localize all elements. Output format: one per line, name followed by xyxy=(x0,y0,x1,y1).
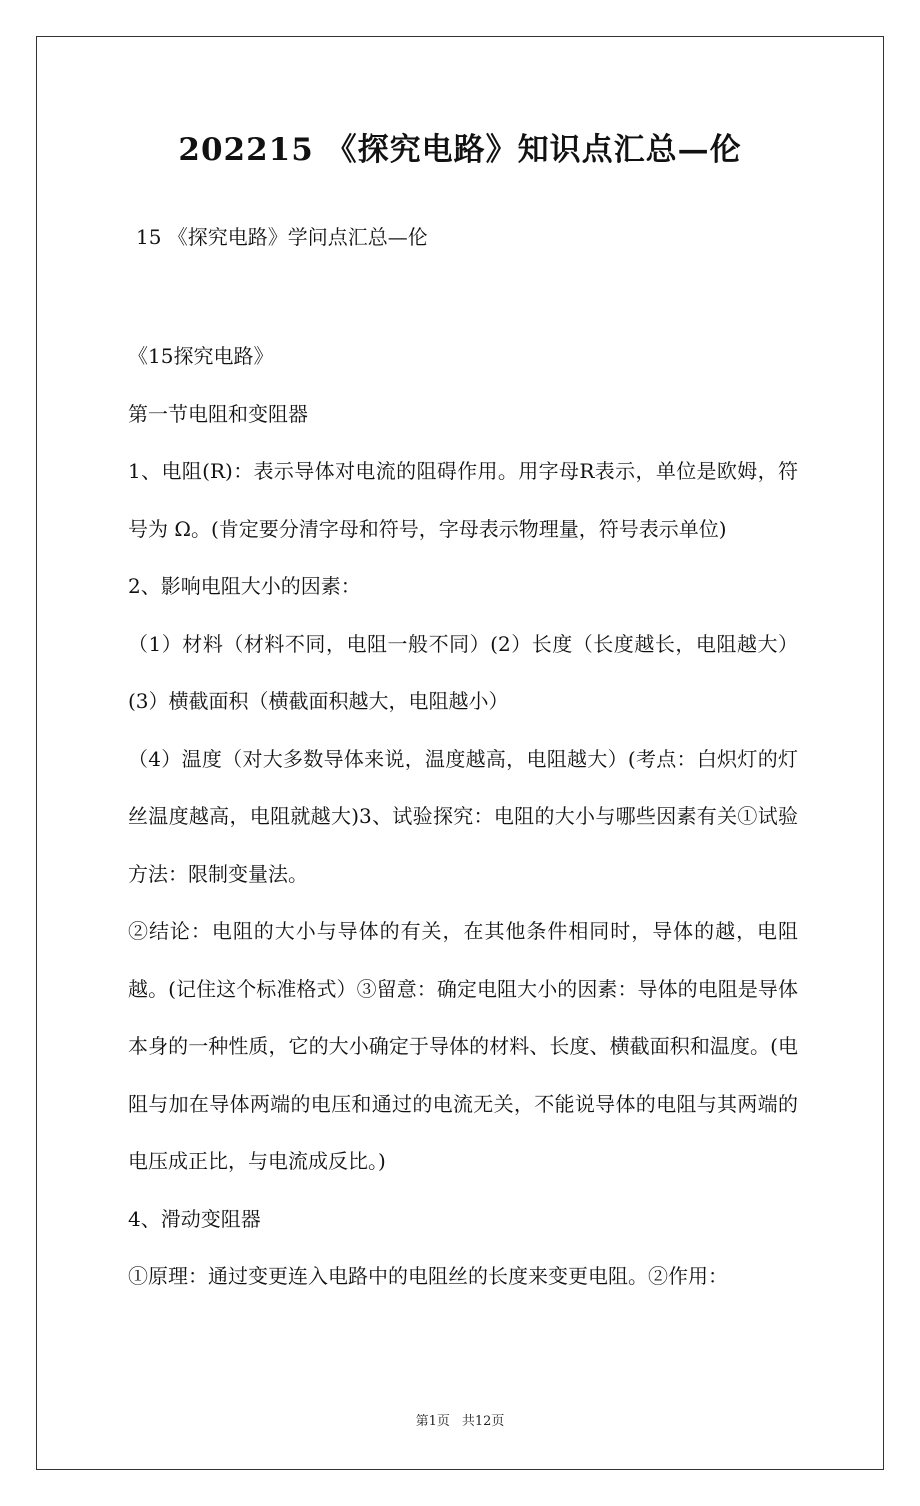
paragraph-rheostat-principle: ①原理：通过变更连入电路中的电阻丝的长度来变更电阻。②作用： xyxy=(128,1264,728,1288)
paragraph-resistance-definition: 1、电阻(R)：表示导体对电流的阻碍作用。用字母R表示，单位是欧姆，符号为 Ω。(肯定要分清字母和符号，字母表示物理量，符号表示单位) xyxy=(128,459,798,541)
paragraph-temperature-experiment: （4）温度（对大多数导体来说，温度越高，电阻越大）(考点：白炽灯的灯丝温度越高，电阻就越大)3、试验探究：电阻的大小与哪些因素有关①试验方法：限制变量法。 xyxy=(128,746,798,886)
document-body xyxy=(128,328,798,1306)
paragraph-conclusion: ②结论：电阻的大小与导体的有关，在其他条件相同时，导体的越，电阻越。(记住这个标准格式）③留意：确定电阻大小的因素：导体的电阻是导体本身的一种性质，它的大小确定于导体的材料、长度、横截面积和温度。(电阻与加在导体两端的电压和通过的电流无关，不能说导体的电阻与其两端的电压成正比，与电流成反比。) xyxy=(128,919,798,1173)
paragraph-rheostat-heading: 4、滑动变阻器 xyxy=(128,1206,261,1231)
paragraph-factors-list: （1）材料（材料不同，电阻一般不同）(2）长度（长度越长，电阻越大）(3）横截面积（横截面积越大，电阻越小） xyxy=(128,631,798,713)
page-footer xyxy=(0,1413,920,1431)
paragraph-factors-heading: 2、影响电阻大小的因素： xyxy=(128,574,361,598)
page-total: 共12页 xyxy=(461,1414,505,1429)
document-title: 202215 《探究电路》知识点汇总—伦 xyxy=(178,132,742,168)
paragraph-chapter-title: 《15探究电路》 xyxy=(128,344,274,368)
page-number: 第1页 xyxy=(415,1414,450,1429)
paragraph-section-heading: 第一节电阻和变阻器 xyxy=(128,401,308,426)
document-subtitle: 15 《探究电路》学问点汇总—伦 xyxy=(136,225,428,249)
